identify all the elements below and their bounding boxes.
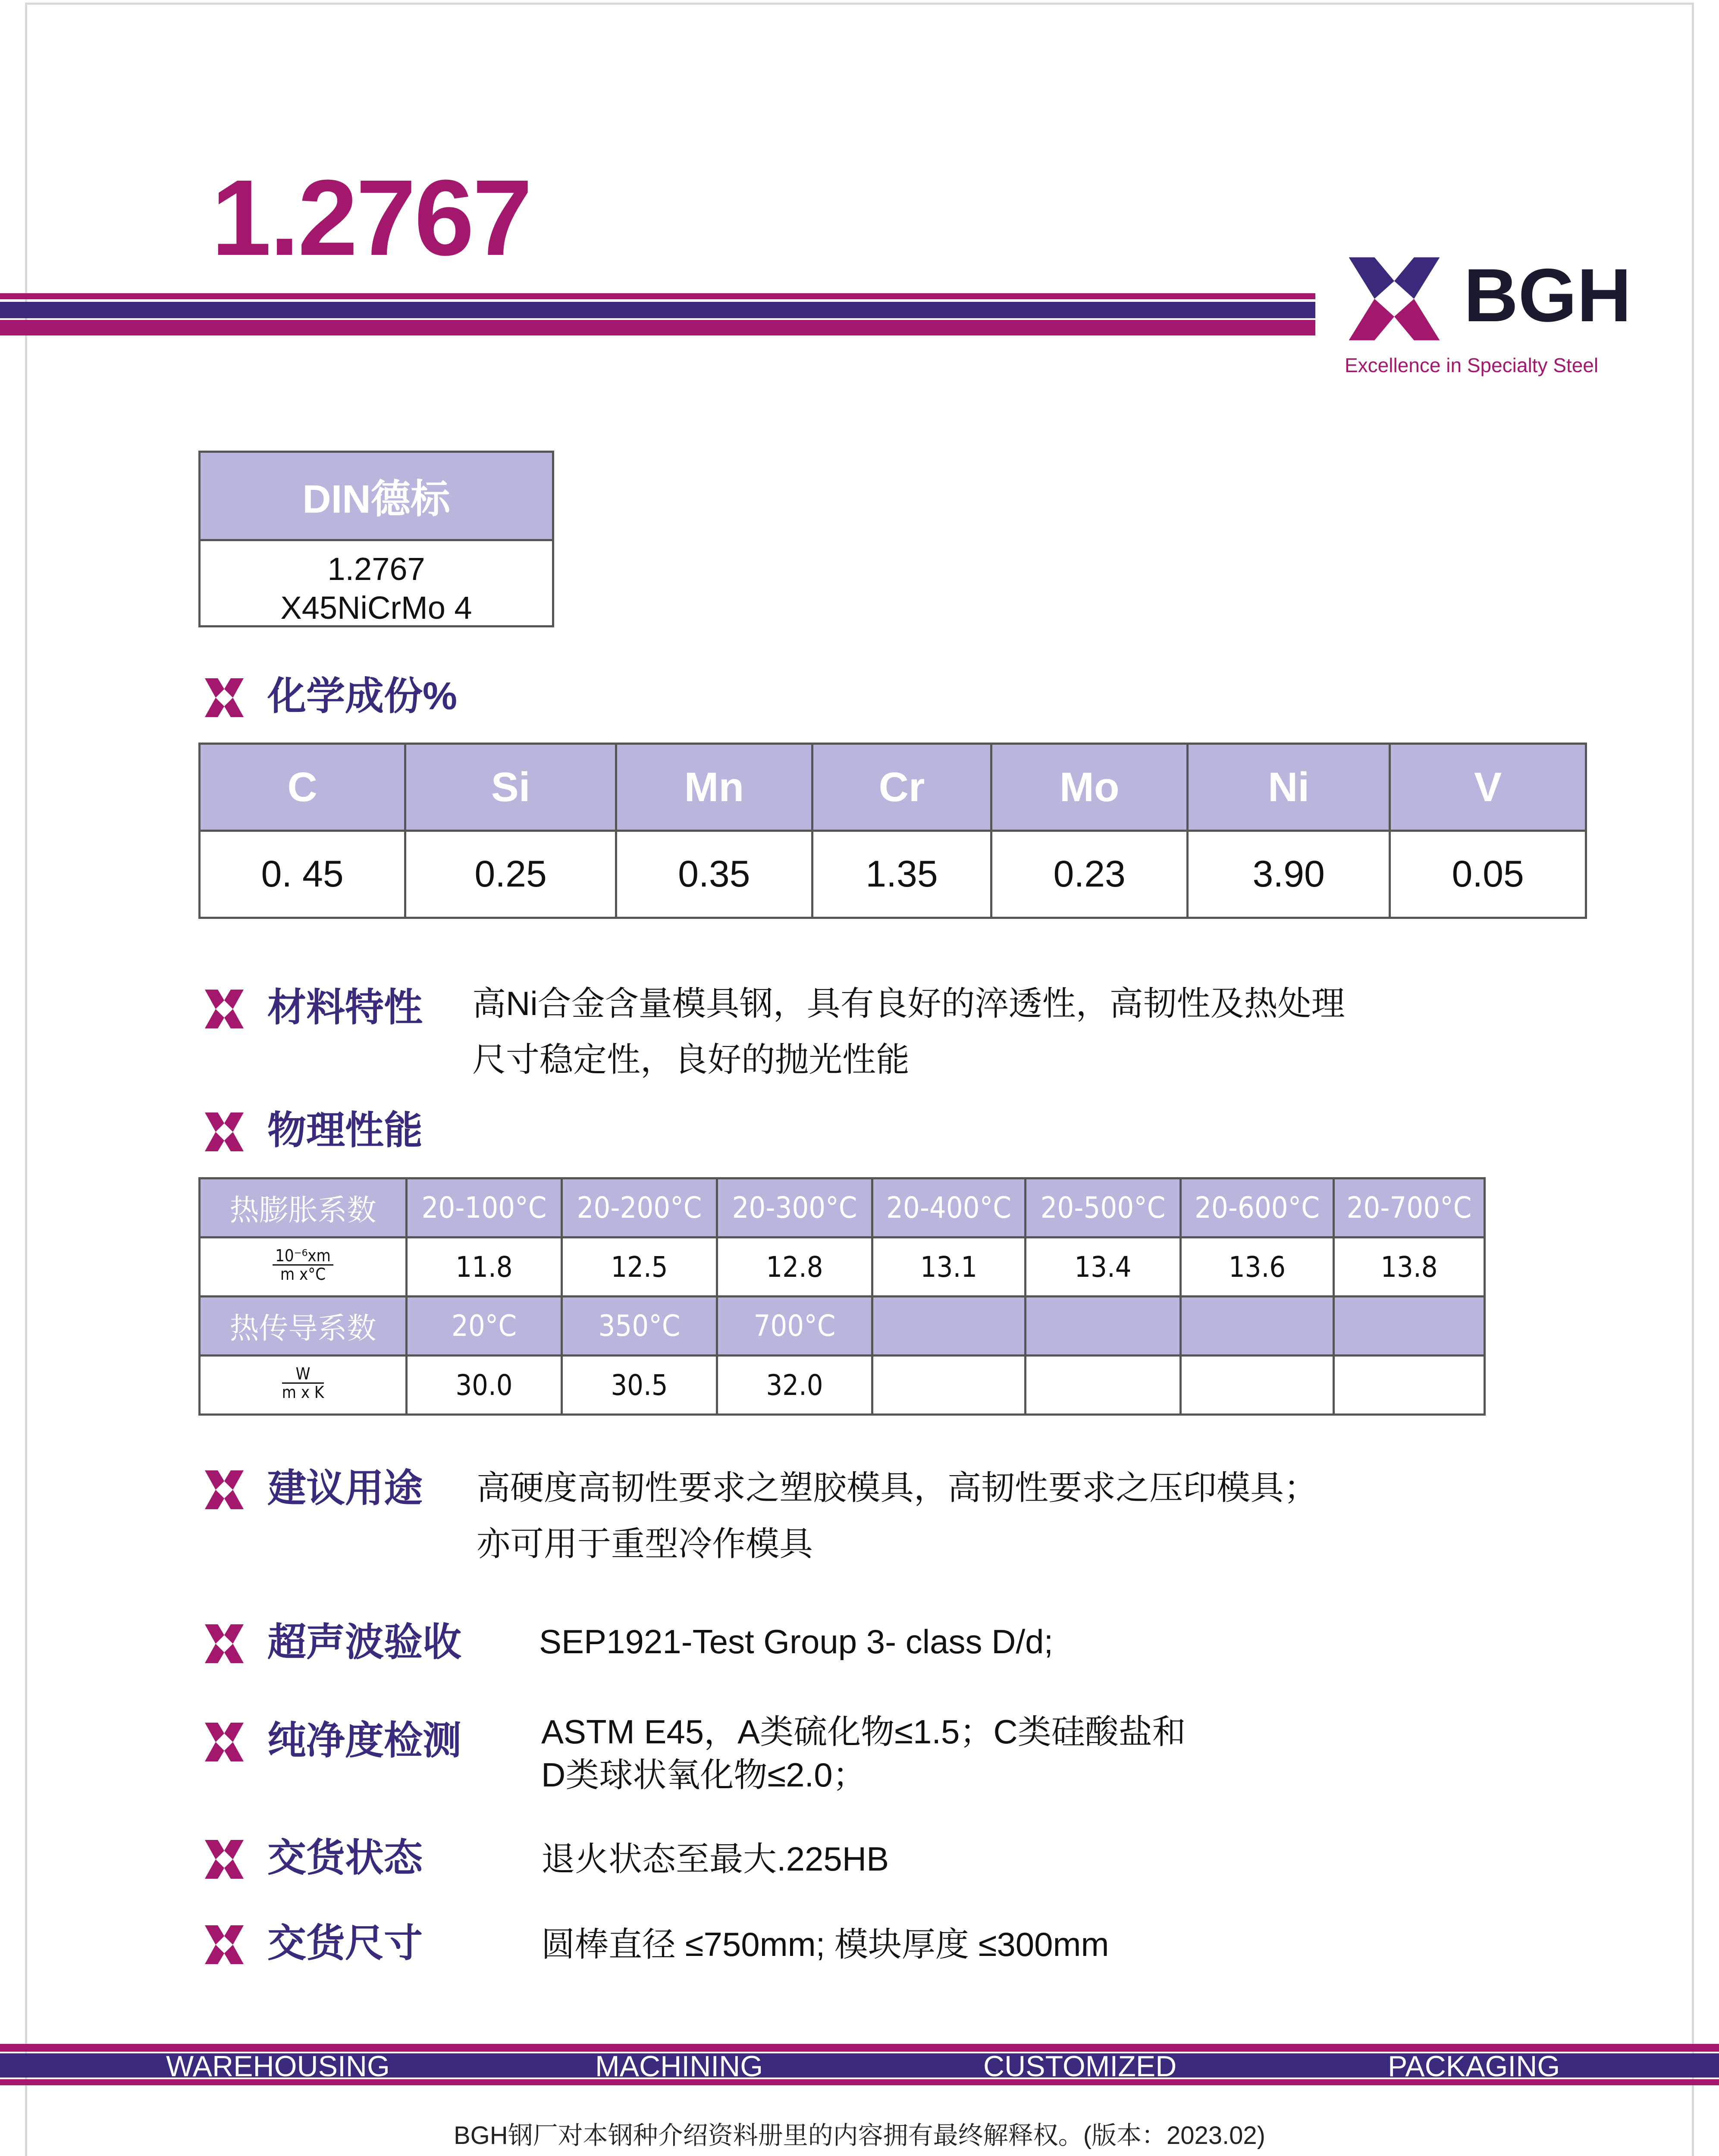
delivery-state-label: 交货状态 <box>267 1836 423 1880</box>
chemistry-value-row <box>200 831 1586 918</box>
din-number: 1.2767 <box>327 551 425 587</box>
section-bullet-icon <box>203 676 246 719</box>
table-cell: 12.5 <box>562 1238 717 1297</box>
table-header: 20-400°C <box>872 1178 1026 1238</box>
table-cell: 0.23 <box>991 831 1188 918</box>
usage-line-1: 高硬度高韧性要求之塑胶模具，高韧性要求之压印模具； <box>477 1469 1318 1507</box>
section-bullet-icon <box>203 987 246 1031</box>
table-header: 20-600°C <box>1181 1178 1334 1238</box>
table-header: Mn <box>616 744 812 831</box>
table-header: 20-700°C <box>1334 1178 1485 1238</box>
table-header: Ni <box>1188 744 1390 831</box>
service-warehousing: WAREHOUSING <box>166 2050 390 2083</box>
delivery-state-text: 退火状态至最大.225HB <box>541 1840 889 1878</box>
ultrasonic-label: 超声波验收 <box>267 1621 461 1664</box>
expansion-value-row <box>200 1238 1485 1297</box>
table-cell: 11.8 <box>407 1238 562 1297</box>
table-cell-empty <box>872 1356 1026 1415</box>
table-cell: 30.5 <box>562 1356 717 1415</box>
table-cell-empty <box>1181 1356 1334 1415</box>
page-title: 1.2767 <box>211 157 531 278</box>
section-bullet-icon <box>203 1110 246 1153</box>
table-header-empty <box>872 1297 1026 1356</box>
unit-numerator: W <box>282 1365 324 1384</box>
chemistry-table <box>198 743 1587 919</box>
table-cell: 0.05 <box>1390 831 1586 918</box>
table-header-empty <box>1181 1297 1334 1356</box>
ultrasonic-text: SEP1921-Test Group 3- class D/d; <box>539 1623 1054 1661</box>
cleanliness-line-2: D类球状氧化物≤2.0； <box>541 1756 866 1794</box>
expansion-header-row <box>200 1178 1485 1238</box>
brand-tagline: Excellence in Specialty Steel <box>1345 354 1599 376</box>
table-header: 20°C <box>407 1297 562 1356</box>
section-bullet-icon <box>203 1923 246 1966</box>
table-cell: 0. 45 <box>200 831 405 918</box>
physical-properties-table <box>198 1177 1486 1416</box>
cleanliness-label: 纯净度检测 <box>267 1719 461 1762</box>
table-header: 20-500°C <box>1026 1178 1181 1238</box>
din-standard-box <box>198 451 554 627</box>
expansion-label: 热膨胀系数 <box>200 1178 407 1238</box>
din-designation: X45NiCrMo 4 <box>280 590 472 626</box>
header-rule-top <box>0 293 1315 299</box>
material-text <box>472 975 1345 1087</box>
conductivity-unit <box>200 1356 407 1415</box>
footer-disclaimer: BGH钢厂对本钢种介绍资料册里的内容拥有最终解释权。(版本：2023.02) <box>454 2122 1265 2150</box>
table-header: Si <box>405 744 616 831</box>
table-cell: 13.6 <box>1181 1238 1334 1297</box>
table-header: 20-100°C <box>407 1178 562 1238</box>
conductivity-label: 热传导系数 <box>200 1297 407 1356</box>
header-rule-middle <box>0 302 1315 318</box>
din-header: DIN德标 <box>201 453 552 541</box>
table-cell: 13.4 <box>1026 1238 1181 1297</box>
cleanliness-line-1: ASTM E45，A类硫化物≤1.5；C类硅酸盐和 <box>541 1713 1186 1751</box>
table-cell: 3.90 <box>1188 831 1390 918</box>
table-header-empty <box>1026 1297 1181 1356</box>
header-rule-bottom <box>0 320 1315 335</box>
section-bullet-icon <box>203 1720 246 1764</box>
table-cell: 30.0 <box>407 1356 562 1415</box>
table-cell: 32.0 <box>717 1356 872 1415</box>
material-line-2: 尺寸稳定性，良好的抛光性能 <box>472 1040 910 1078</box>
din-body <box>201 541 552 627</box>
unit-denominator: m x°C <box>280 1265 326 1284</box>
table-cell: 0.35 <box>616 831 812 918</box>
table-cell: 12.8 <box>717 1238 872 1297</box>
delivery-size-text: 圆棒直径 ≤750mm; 模块厚度 ≤300mm <box>541 1925 1109 1963</box>
material-label: 材料特性 <box>267 986 423 1029</box>
section-bullet-icon <box>203 1838 246 1881</box>
usage-label: 建议用途 <box>267 1467 423 1510</box>
chemistry-label: 化学成份% <box>267 675 458 718</box>
section-bullet-icon <box>203 1468 246 1511</box>
delivery-size-label: 交货尺寸 <box>267 1922 423 1965</box>
table-header: C <box>200 744 405 831</box>
table-header: Mo <box>991 744 1188 831</box>
conductivity-value-row <box>200 1356 1485 1415</box>
table-header: 20-200°C <box>562 1178 717 1238</box>
section-bullet-icon <box>203 1622 246 1665</box>
conductivity-header-row <box>200 1297 1485 1356</box>
table-header-empty <box>1334 1297 1485 1356</box>
table-header: 20-300°C <box>717 1178 872 1238</box>
table-header: Cr <box>812 744 991 831</box>
table-cell-empty <box>1334 1356 1485 1415</box>
chemistry-header-row <box>200 744 1586 831</box>
physical-label: 物理性能 <box>267 1109 423 1152</box>
table-header: 350°C <box>562 1297 717 1356</box>
service-machining: MACHINING <box>595 2050 763 2083</box>
table-cell: 13.1 <box>872 1238 1026 1297</box>
unit-denominator: m x K <box>282 1383 324 1402</box>
usage-text <box>477 1460 1317 1572</box>
usage-line-2: 亦可用于重型冷作模具 <box>477 1525 813 1563</box>
table-header: V <box>1390 744 1586 831</box>
table-cell-empty <box>1026 1356 1181 1415</box>
brand-name: BGH <box>1464 254 1631 338</box>
material-line-1: 高Ni合金含量模具钢，具有良好的淬透性，高韧性及热处理 <box>472 984 1345 1022</box>
table-cell: 1.35 <box>812 831 991 918</box>
bgh-logo-icon <box>1345 251 1444 346</box>
table-cell: 13.8 <box>1334 1238 1485 1297</box>
table-header: 700°C <box>717 1297 872 1356</box>
service-customized: CUSTOMIZED <box>983 2050 1177 2083</box>
expansion-unit <box>200 1238 407 1297</box>
table-cell: 0.25 <box>405 831 616 918</box>
cleanliness-text <box>541 1710 1186 1796</box>
service-packaging: PACKAGING <box>1388 2050 1560 2083</box>
unit-numerator: 10⁻⁶xm <box>273 1247 333 1266</box>
